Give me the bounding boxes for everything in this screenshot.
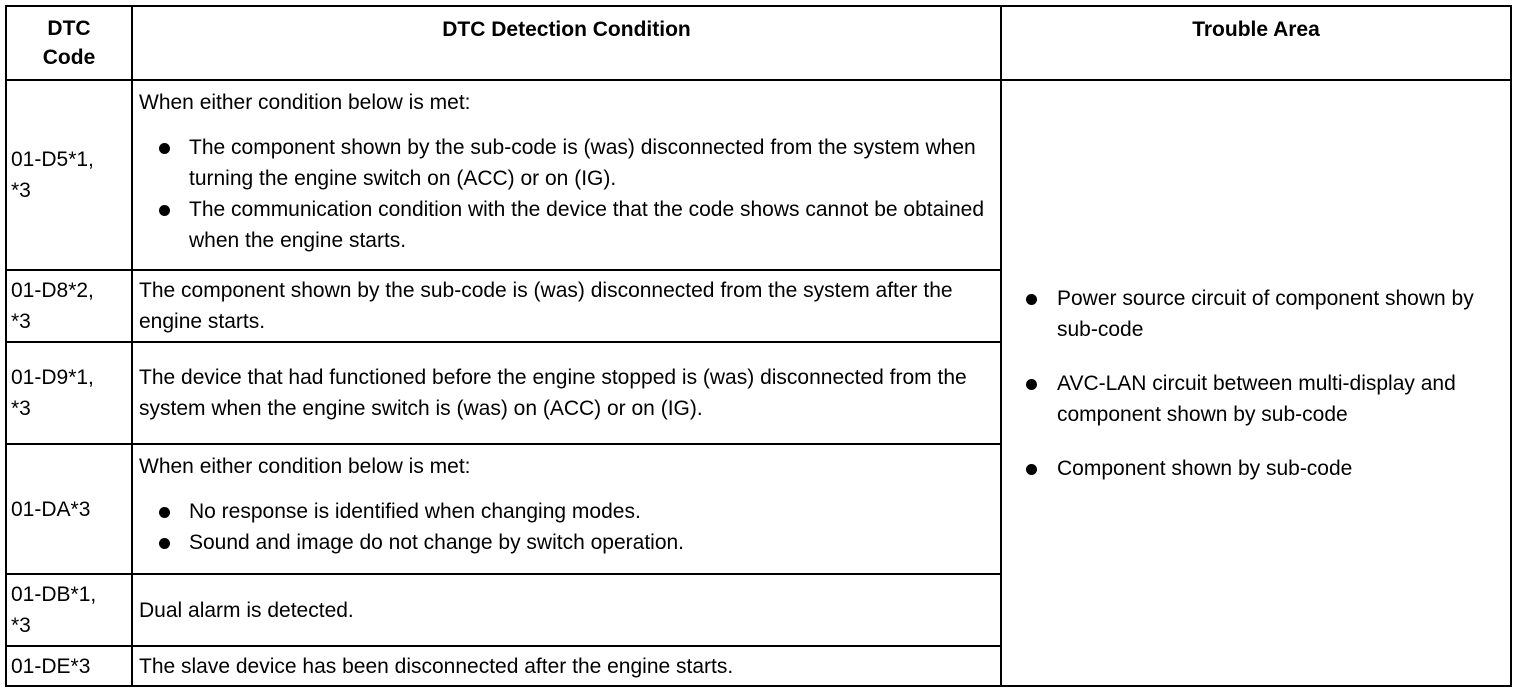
trouble-item	[1026, 368, 1500, 430]
condition-bullet-text: The component shown by the sub-code is (was) disconnected from the system when turning the engine switch on (ACC) or on (IG).	[189, 136, 976, 190]
dtc-code: 01-D9*1, *3	[11, 366, 94, 420]
condition-text: The slave device has been disconnected after the engine starts.	[139, 654, 734, 678]
header-trouble-label: Trouble Area	[1192, 18, 1320, 41]
header-condition-label: DTC Detection Condition	[442, 18, 691, 41]
condition-bullet-text: Sound and image do not change by switch operation.	[189, 531, 685, 554]
trouble-item-text: Power source circuit of component shown by sub-code	[1057, 286, 1474, 341]
dtc-code-cell	[6, 80, 132, 270]
trouble-item-text: AVC-LAN circuit between multi-display and component shown by sub-code	[1057, 371, 1456, 426]
dtc-code-cell	[6, 646, 132, 686]
header-code	[6, 6, 132, 80]
dtc-table	[5, 5, 1512, 687]
dtc-code: 01-DA*3	[11, 497, 91, 521]
condition-bullet	[139, 132, 994, 194]
condition-text: The device that had functioned before the engine stopped is (was) disconnected from the system when the engine switch is (was) on (ACC) or on (IG).	[139, 366, 967, 420]
condition-bullet	[139, 527, 994, 558]
dtc-code-cell	[6, 342, 132, 444]
condition-cell	[132, 80, 1001, 270]
header-trouble	[1001, 6, 1511, 80]
condition-text: The component shown by the sub-code is (was) disconnected from the system after the engine starts.	[139, 279, 953, 333]
dtc-code-cell	[6, 574, 132, 646]
dtc-code: 01-DB*1, *3	[11, 583, 97, 637]
bullet-icon	[1026, 379, 1037, 390]
condition-bullet	[139, 496, 994, 527]
trouble-item	[1026, 453, 1500, 484]
dtc-code-cell	[6, 270, 132, 342]
trouble-area-cell	[1001, 80, 1511, 686]
condition-lead: When either condition below is met:	[139, 91, 471, 114]
bullet-icon	[159, 507, 170, 518]
condition-bullet-text: The communication condition with the device that the code shows cannot be obtained when the engine starts.	[189, 198, 984, 252]
condition-list	[139, 132, 994, 256]
dtc-code: 01-D8*2, *3	[11, 279, 94, 333]
bullet-icon	[1026, 294, 1037, 305]
condition-lead: When either condition below is met:	[139, 455, 471, 478]
header-code-label: DTC Code	[42, 17, 96, 69]
dtc-code-cell	[6, 444, 132, 574]
header-condition	[132, 6, 1001, 80]
trouble-item-text: Component shown by sub-code	[1057, 456, 1353, 480]
condition-cell	[132, 574, 1001, 646]
trouble-item	[1026, 283, 1500, 345]
condition-cell	[132, 342, 1001, 444]
trouble-list	[1026, 283, 1500, 484]
condition-list	[139, 496, 994, 558]
condition-bullet	[139, 194, 994, 256]
dtc-code: 01-D5*1, *3	[11, 148, 94, 202]
condition-bullet-text: No response is identified when changing modes.	[189, 500, 641, 523]
bullet-icon	[1026, 464, 1037, 475]
bullet-icon	[159, 205, 170, 216]
bullet-icon	[159, 538, 170, 549]
bullet-icon	[159, 143, 170, 154]
dtc-table-wrapper	[5, 5, 1512, 687]
header-row	[6, 6, 1511, 80]
condition-cell	[132, 444, 1001, 574]
dtc-code: 01-DE*3	[11, 654, 91, 678]
condition-text: Dual alarm is detected.	[139, 598, 354, 622]
condition-cell	[132, 270, 1001, 342]
condition-cell	[132, 646, 1001, 686]
table-row	[6, 80, 1511, 270]
